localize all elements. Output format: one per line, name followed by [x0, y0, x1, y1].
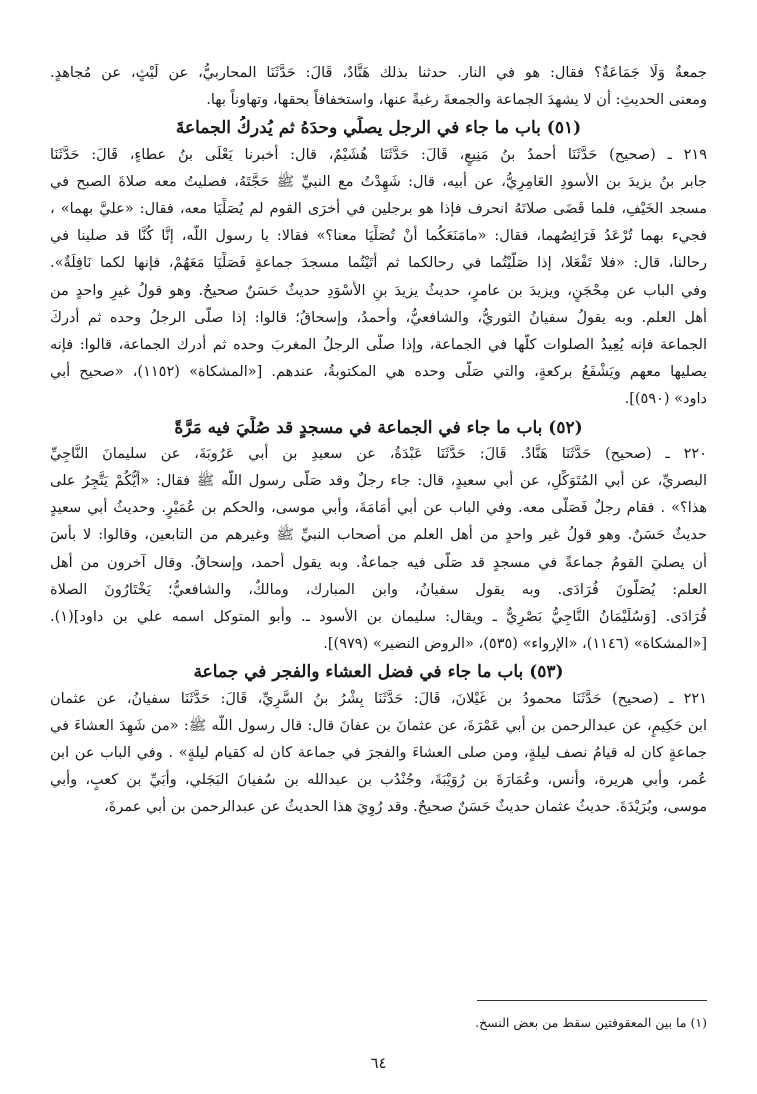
body-line: وفي الباب عن مِحْجَنٍ، ويزيدَ بن عامرٍ، حديثُ يزيدَ بنِ الأَسْوَدِ حديثٌ حَسَنٌ صحيحٌ. وهو قولُ غيرِ واحدٍ من	[50, 282, 707, 299]
intro-line: ومعنى الحديثِ: أن لا يشهدَ الجماعة والجمعةَ رغبةً عنها، واستخفافاً بحقها، وتهاوناً بها.	[206, 92, 707, 109]
body-line: عُمر، وأبي هريرة، وأنس، وعُمَارَةَ بن رُوَيْبَةَ، وجُنْدُب بن عبدالله بن سُفيانَ البَجَلي، وأُبَيِّ بن كعبٍ، وأبي	[50, 772, 707, 789]
section-heading: (٥٣) باب ما جاء في فضل العشاء والفجر في جماعة	[193, 662, 564, 683]
body-line: ابن حَكِيمٍ، عن عبدالرحمن بن أبي عَمْرَةَ، عن عثمانَ بن عفانَ قال: قال رسول اللّه ﷺ: «من شَهِدَ العشاءَ في	[50, 717, 707, 734]
body-line: فُرَادَى. [وَسُلَيْمَانُ النَّاجِيُّ بَصْرِيٌّ ـ ويقال: سليمان بن الأسود ـ. وأبو المتوكل اسمه علي بن داود](١).	[50, 609, 707, 625]
section-heading: (٥١) باب ما جاء في الرجل يصلِّي وحدَهُ ثم يُدركُ الجماعةَ	[175, 118, 582, 139]
body-line: ٢٢١ ـ (صحيح) حَدَّثَنَا محمودُ بن غَيْلانَ، قَالَ: حَدَّثَنَا بِشْرُ بنُ السَّرِيِّ، قَالَ: حَدَّثَنَا سفيانُ، عن عثمان	[50, 690, 707, 707]
body-line: أن يصليَ القومُ جماعةً في مسجدٍ قد صَلَّى فيه جماعةٌ. وبه يقول أحمد، وإسحاقُ. وقال آخرون من أهل	[50, 554, 707, 571]
body-line: ٢٢٠ ـ (صحيح) حَدَّثَنَا هَنَّادٌ. قَالَ: حَدَّثَنَا عَبْدَةُ، عن سعيدِ بن أبي عَرُوبَةَ، عن سليمانَ النَّاجِيِّ	[50, 445, 707, 462]
body-line: جابر بنُ يزيدَ بن الأسودِ العَامِرِيُّ، عن أبيه، قال: شَهِدْتُ مع النبيِّ ﷺ حَجَّتَهُ، فصليتُ معه صلاةَ الصبح في	[50, 173, 707, 190]
body-line: أهل العلم. وبه يقولُ سفيانُ الثوريُّ، والشافعيُّ، وأحمدُ، وإسحاقُ؛ قالوا: إذا صلَّى الرجلُ وحده ثم أدركَ	[50, 309, 707, 326]
body-line: حديثٌ حَسَنٌ. وهو قولُ غير واحدٍ من أهل العلم من أصحاب النبيِّ ﷺ وغيرهم من التابعين، وقالوا: لا بأسَ	[50, 527, 707, 544]
body-line: داود» (٥٩٠)].	[624, 391, 707, 408]
body-line: هذا؟» . فقام رجلٌ فَصَلَّى معه. وفي الباب عن أبي أُمَامَةَ، وأبي موسى، والحكم بن عُمَيْرٍ. وحديثُ أبي سعيدٍ	[50, 500, 707, 517]
body-line: العلم: يُصَلُّونَ فُرَادَى. وبه يقول سفيانُ، وابن المبارك، ومالكٌ، والشافعيُّ؛ يَخْتَارُونَ الصلاة	[50, 581, 707, 598]
body-line: رحالنا، قال: «فلا تَفْعَلا، إذا صَلَّيْتُما في رحالكما ثم أَتَيْتُما مسجدَ جماعةٍ فَصَلِّيَا مَعَهُمْ، فإنها لكما نَافِلَةٌ».	[50, 255, 707, 272]
page-number: ٦٤	[370, 1054, 387, 1072]
body-line: الجماعة فإنه يُعِيدُ الصلوات كلَّها في الجماعة، وإذا صلَّى الرجلُ المغربَ وحده ثم أدرك الجماعة، قالوا: فإنه	[50, 337, 707, 353]
section-heading: (٥٢) باب ما جاء في الجماعة في مسجدٍ قد صُلِّيَ فيه مَرَّةً	[174, 417, 583, 438]
footnote-separator	[477, 1000, 707, 1001]
body-line: موسى، وبُرَيْدَةَ. حديثُ عثمان حديثٌ حَسَنٌ صحيحٌ. وقد رُوِيَ هذا الحديثُ عن عبدالرحمن بن أبي عمرةَ،	[104, 799, 707, 816]
body-line: مسجد الخَيْفِ، فلما قَضَى صلاتَهُ انحرف فإذا هو برجلين في أُخرَى القوم لم يُصَلِّيَا معه، فقال: «عليَّ بهما» ،	[50, 201, 707, 217]
body-line: يصليها معهم ويَشْفَعُ بركعةٍ، والتي صَلَّى وحده هي المكتوبةُ، عندهم. [«المشكاة» (١١٥٢)، «صحيح أبي	[50, 364, 707, 381]
intro-line: جمعةٌ وَلَا جَمَاعَةٌ؟ فقال: هو في النار. حدثنا بذلك هَنَّادٌ، قَالَ: حَدَّثَنَا المحاربيُّ، عن لَيْثٍ، عن مُجاهدٍ.	[50, 65, 707, 81]
body-line: فجيء بهما تُرْعَدُ فَرَائِصُهما، فقال: «مامَنَعَكُما أَنْ تُصَلِّيَا معنا؟» فقالا: يا رسول اللّه، إنَّا كُنَّا قد صلينا في	[50, 228, 707, 245]
body-line: جماعةٍ كان له قيامُ نصف ليلةٍ، ومن صلى العشاءَ والفجرَ في جماعة كان له كقيام ليلةٍ» . وفي الباب عن ابن	[50, 745, 707, 761]
footnote: (١) ما بين المعقوفتين سقط من بعض النسخ.	[475, 1015, 707, 1030]
body-line: ٢١٩ ـ (صحيح) حَدَّثَنَا أحمدُ بنُ مَنِيعٍ، قَالَ: حَدَّثَنَا هُشَيْمٌ، قال: أخبرنا يَعْلَى بنُ عطاءٍ، قَالَ: حَدَّثَنَا	[50, 146, 707, 163]
body-line: [«المشكاة» (١١٤٦)، «الإرواء» (٥٣٥)، «الروض النضير» (٩٧٩)].	[323, 636, 707, 653]
body-line: البصريِّ، عن أبي المُتَوَكِّلِ، عن أبي سعيدٍ، قال: جاء رجلٌ وقد صَلَّى رسول اللّه ﷺ فقال: «أَيُّكُمْ يَتَّجِرُ على	[50, 473, 707, 489]
